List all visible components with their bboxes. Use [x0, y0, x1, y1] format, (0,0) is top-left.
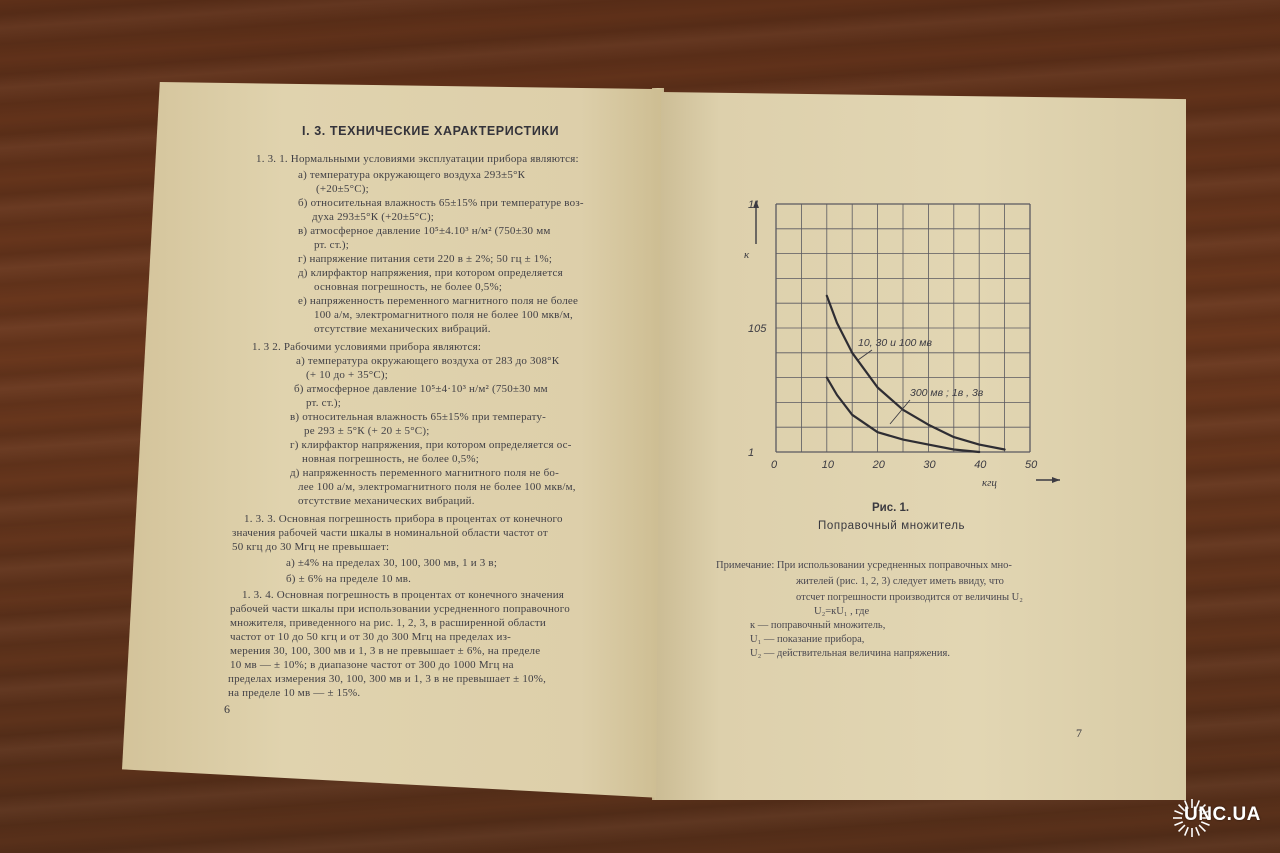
note-line: U₂=кU₁ , где — [814, 606, 870, 617]
text-line: рабочей части шкалы при использовании усредненного поправочного — [230, 603, 570, 615]
series-line-1 — [827, 296, 1005, 450]
y-tick-label: 105 — [748, 323, 767, 335]
text-line: 100 а/м, электромагнитного поля не более 100 мкв/м, — [314, 309, 573, 321]
series-leader-1 — [858, 350, 872, 360]
text-line: отсутствие механических вибраций. — [298, 495, 475, 507]
text-line: 1. 3 2. Рабочими условиями прибора являются: — [252, 341, 482, 353]
text-line: б) относительная влажность 65±15% при температуре воз- — [298, 197, 584, 209]
text-line: д) напряженность переменного магнитного поля не бо- — [290, 467, 559, 479]
watermark-text: UNC.UA — [1184, 804, 1261, 825]
y-tick-label: 11 — [748, 199, 760, 211]
text-line: ре 293 ± 5°К (+ 20 ± 5°С); — [304, 425, 430, 437]
page-number-right: 7 — [1076, 726, 1082, 740]
text-line: основная погрешность, не более 0,5%; — [314, 281, 503, 293]
sun-ray — [1174, 822, 1182, 825]
x-tick-label: 40 — [974, 459, 987, 471]
text-line: частот от 10 до 50 кгц и от 30 до 300 Мгц на пределах из- — [230, 631, 511, 643]
text-line: (+20±5°С); — [316, 183, 369, 195]
note-line: U₂ — действительная величина напряжения. — [750, 648, 950, 659]
text-line: а) температура окружающего воздуха 293±5°К — [298, 169, 526, 181]
text-line: в) относительная влажность 65±15% при температу- — [290, 411, 547, 423]
figure-label: Рис. 1. — [872, 502, 910, 514]
note-line: жителей (рис. 1, 2, 3) следует иметь ввиду, что — [796, 576, 1004, 587]
series-label-1: 10, 30 и 100 мв — [858, 337, 932, 349]
text-line: рт. ст.); — [314, 239, 349, 251]
text-line: г) клирфактор напряжения, при котором определяется ос- — [290, 439, 572, 451]
text-line: пределах измерения 30, 100, 300 мв и 1, 3 в не превышает ± 10%, — [228, 673, 547, 685]
page-number-left: 6 — [224, 702, 230, 716]
y-axis-label: к — [744, 249, 750, 261]
note-line: к — поправочный множитель, — [750, 620, 886, 631]
sun-ray — [1179, 825, 1185, 831]
x-tick-label: 30 — [923, 459, 936, 471]
text-line: б) ± 6% на пределе 10 мв. — [286, 573, 412, 585]
note-line: U₁ — показание прибора, — [750, 634, 865, 645]
text-line: множителя, приведенного на рис. 1, 2, 3, в расширенной области — [230, 617, 546, 629]
text-line: а) ±4% на пределах 30, 100, 300 мв, 1 и 3 в; — [286, 557, 498, 569]
text-line: 1. 3. 4. Основная погрешность в процентах от конечного значения — [242, 589, 565, 601]
text-line: (+ 10 до + 35°С); — [306, 369, 389, 381]
note-line: отсчет погрешности производится от величины U₂ — [796, 592, 1023, 603]
text-line: лее 100 а/м, электромагнитного поля не более 100 мкв/м, — [298, 481, 576, 493]
text-line: а) температура окружающего воздуха от 283 до 308°К — [296, 355, 560, 367]
text-line: д) клирфактор напряжения, при котором определяется — [298, 267, 563, 279]
text-line: 10 мв — ± 10%; в диапазоне частот от 300 до 1000 Мгц на — [230, 659, 514, 671]
x-axis-arrowhead — [1052, 477, 1060, 483]
text-line: г) напряжение питания сети 220 в ± 2%; 50 гц ± 1%; — [298, 253, 553, 265]
text-line: 1. 3. 1. Нормальными условиями эксплуатации прибора являются: — [256, 153, 579, 165]
x-tick-label: 0 — [771, 459, 778, 471]
sun-ray — [1185, 827, 1188, 835]
text-line: б) атмосферное давление 10⁵±4·10³ н/м² (750±30 мм — [294, 383, 548, 395]
correction-factor-chart — [740, 192, 1060, 492]
chart-grid — [776, 204, 1030, 452]
x-tick-label: 10 — [821, 459, 835, 471]
text-line: рт. ст.); — [306, 397, 341, 409]
figure-caption: Поправочный множитель — [818, 520, 966, 532]
x-axis-label: кгц — [982, 477, 997, 489]
x-tick-label: 20 — [872, 459, 885, 471]
sun-ray — [1174, 811, 1182, 814]
text-line: отсутствие механических вибраций. — [314, 323, 491, 335]
text-line: е) напряженность переменного магнитного поля не более — [298, 295, 579, 307]
section-title: I. 3. ТЕХНИЧЕСКИЕ ХАРАКТЕРИСТИКИ — [302, 124, 560, 138]
series-label-2: 300 мв ; 1в , 3в — [910, 387, 984, 399]
note-line: Примечание: При использовании усредненных поправочных мно- — [716, 560, 1012, 571]
sun-ray — [1196, 827, 1199, 835]
text-line: 50 кгц до 30 Мгц не превышает: — [232, 541, 390, 553]
text-line: новная погрешность, не более 0,5%; — [302, 453, 480, 465]
y-tick-label: 1 — [748, 447, 755, 459]
text-line: мерения 30, 100, 300 мв и 1, 3 в не превышает ± 6%, на пределе — [230, 645, 541, 657]
text-line: на пределе 10 мв — ± 15%. — [228, 687, 361, 699]
text-line: значения рабочей части шкалы в номинальной области частот от — [232, 527, 548, 539]
x-tick-label: 50 — [1025, 459, 1038, 471]
text-line: в) атмосферное давление 10⁵±4.10³ н/м² (750±30 мм — [298, 225, 551, 237]
sun-ray — [1199, 825, 1205, 831]
text-line: 1. 3. 3. Основная погрешность прибора в процентах от конечного — [244, 513, 563, 525]
text-line: духа 293±5°К (+20±5°С); — [312, 211, 435, 223]
